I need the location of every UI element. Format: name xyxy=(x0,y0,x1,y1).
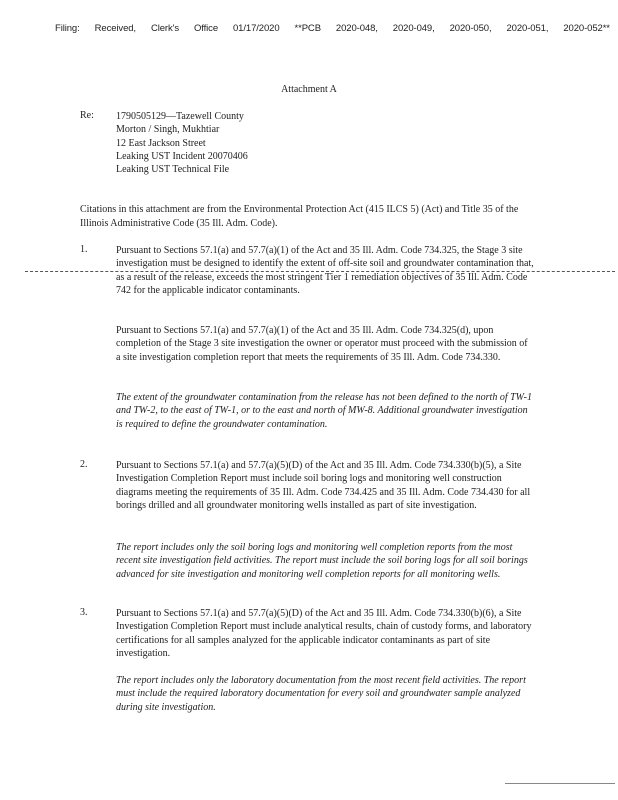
intro-paragraph: Citations in this attachment are from the Environmental Protection Act (415 ILCS 5) (Act) and Title 35 of the Illinois Administrative Code (35 Ill. Adm. Code). xyxy=(80,204,519,229)
attachment-title: Attachment A xyxy=(281,84,337,95)
item-1-number: 1. xyxy=(80,244,88,255)
bottom-rule xyxy=(505,783,615,784)
filing-case-049: 2020-049, xyxy=(392,23,435,34)
filing-pcb: **PCB xyxy=(294,23,321,34)
item-2-paragraph-1: Pursuant to Sections 57.1(a) and 57.7(a)(5)(D) of the Act and 35 Ill. Adm. Code 734.330(b)(5), a Site Investigation Completion Report must include soil boring logs and monitoring well construction diagrams meeting the requirements of 35 Ill. Adm. Code 734.425 and 35 Ill. Adm. Code 734.430 for all borings drilled and all groundwater monitoring wells installed as part of site investigation. xyxy=(116,460,531,512)
re-line-file: Leaking UST Technical File xyxy=(116,164,230,176)
re-line-address: 12 East Jackson Street xyxy=(116,137,206,149)
filing-case-051: 2020-051, xyxy=(506,23,549,34)
filing-label: Filing: xyxy=(55,23,80,34)
re-line-owner: Morton / Singh, Mukhtiar xyxy=(116,124,220,136)
re-label: Re: xyxy=(80,110,94,121)
filing-date: 01/17/2020 xyxy=(232,23,280,34)
filing-clerks: Clerk's xyxy=(150,23,179,34)
item-3-paragraph-1: Pursuant to Sections 57.1(a) and 57.7(a)(5)(D) of the Act and 35 Ill. Adm. Code 734.330(b)(6), a Site Investigation Completion Report must include analytical results, chain of custody forms, and laboratory certifications for all samples analyzed for the applicable indicator contaminants as part of site investigation. xyxy=(116,608,532,660)
filing-received: Received, xyxy=(94,23,136,34)
filing-case-052: 2020-052** xyxy=(563,23,610,34)
item-1-note: The extent of the groundwater contamination from the release has not been defined to the north of TW-1 and TW-2, to the east of TW-1, or to the east and north of MW-8. Additional groundwater investigation is required to define the groundwater contamination. xyxy=(116,392,532,430)
item-3-note: The report includes only the laboratory documentation from the most recent field activities. The report must include the required laboratory documentation for every soil and groundwater sample analyzed during site investigation. xyxy=(116,675,526,713)
re-block xyxy=(116,110,248,176)
filing-office: Office xyxy=(193,23,219,34)
filing-header xyxy=(55,23,610,34)
re-line-id: 1790505129—Tazewell County xyxy=(116,111,244,122)
filing-case-048: 2020-048, xyxy=(335,23,378,34)
re-line-incident: Leaking UST Incident 20070406 xyxy=(116,150,248,162)
item-2-note: The report includes only the soil boring logs and monitoring well completion reports from the most recent site investigation field activities. The report must include the soil boring logs for all soil borings advanced for site investigation and monitoring well completion reports for all monitoring wells. xyxy=(116,542,528,580)
item-2-number: 2. xyxy=(80,459,88,470)
item-1-paragraph-1: Pursuant to Sections 57.1(a) and 57.7(a)(1) of the Act and 35 Ill. Adm. Code 734.325, the Stage 3 site investigation must be designed to identify the extent of off-site soil and groundwater contamination that, as a result of the release, exceeds the most stringent Tier 1 remediation objectives of 35 Ill. Adm. Code 742 for the applicable indicator contaminants. xyxy=(116,245,534,297)
item-3-number: 3. xyxy=(80,607,88,618)
filing-case-050: 2020-050, xyxy=(449,23,492,34)
item-1-paragraph-2: Pursuant to Sections 57.1(a) and 57.7(a)(1) of the Act and 35 Ill. Adm. Code 734.325(d), upon completion of the Stage 3 site investigation the owner or operator must proceed with the submission of a site investigation completion report that meets the requirements of 35 Ill. Adm. Code 734.330. xyxy=(116,325,528,363)
